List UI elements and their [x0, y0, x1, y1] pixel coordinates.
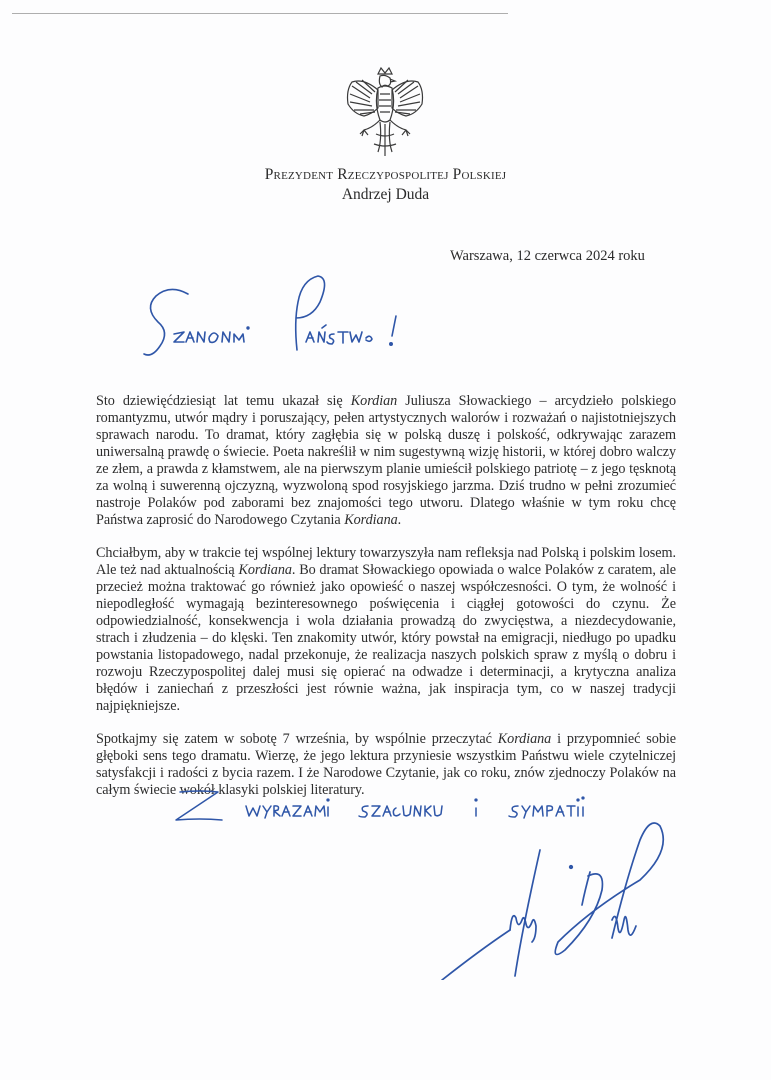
handwritten-salutation	[130, 262, 430, 372]
polish-eagle-emblem-icon	[338, 64, 432, 160]
signature-drawing	[440, 810, 700, 980]
letterhead-title: Prezydent Rzeczypospolitej Polskiej	[264, 166, 507, 183]
salutation-handwriting-drawing	[130, 262, 430, 372]
letterhead-name: Andrzej Duda	[341, 186, 430, 203]
work-title: Kordiana	[344, 512, 398, 528]
work-title: Kordiana	[497, 731, 552, 747]
work-title: Kordian	[350, 393, 398, 409]
paragraph-text: . Bo dramat Słowackiego opowiada o walce Polaków z caratem, ale przecież można traktować go również jako opowieść o naszej współczesności. O tym, że wolność i niepodległość wymagają bezinteresownego poświęcenia i ciągłej gotowości do czynu. Że odpowiedzialność, konsekwencja i wola działania prowadzą do zwycięstwa, a niezdecydowanie, strach i złudzenia – do klęski. Ten znakomity utwór, który powstał na emigracji, niedługo po upadku powstania listopadowego, nadal przekonuje, że realizacja naszych polskich spraw z myślą o dobru i rozwoju Rzeczypospolitej dalej musi się opierać na odwadze i determinacji, a krytyczna analiza błędów i zaniechań z przeszłości jest równie ważna, jak inspiracja tym, co w naszej tradycji najpiękniejsze.	[96, 562, 676, 714]
paragraph-text: i przypomnieć sobie głęboki sens tego dramatu. Wierzę, że jego lektura przyniesie wszystkim Państwu wiele czytelniczej satysfakcji i radości z bycia razem. I że Narodowe Czytanie, jak co roku, znów zjednoczy Polaków na całym świecie wokół klasyki polskiej literatury.	[96, 731, 677, 798]
paragraph	[96, 393, 676, 529]
paragraph	[96, 545, 676, 715]
paragraph-text: Juliusza Słowackiego – arcydzieło polskiego romantyzmu, utwór mądry i poruszający, pełen artystycznych walorów i rozważań o najistotniejszych sprawach narodu. To dramat, który zagłębia się w polską duszę i polskość, odkrywając zarazem uniwersalną prawdę o świecie. Poeta nakreślił w nim sugestywną wizję historii, w której dobro walczy ze złem, a prawda z kłamstwem, ale na pierwszym planie umieścił polskiego patriotę – z jego tęsknotą za wolną i suwerenną ojczyzną, wyzwoloną spod rosyjskiego jarzma. Dziś trudno w pełni zrozumieć nastroje Polaków pod zaborami bez znajomości tego utworu. Dlatego właśnie w tym roku chcę Państwa zaprosić do Narodowego Czytania	[96, 393, 676, 528]
paragraph-text: Chciałbym, aby w trakcie tej wspólnej lektury towarzyszyła nam refleksja nad Polską i polskim losem. Ale też nad aktualnością	[96, 545, 676, 578]
signature	[440, 810, 700, 980]
work-title: Kordiana	[238, 562, 292, 578]
paragraph-text: Sto dziewięćdziesiąt lat temu ukazał się	[96, 393, 351, 409]
scan-top-rule	[12, 13, 508, 14]
paragraph-text: .	[397, 512, 402, 528]
paragraph-text: Spotkajmy się zatem w sobotę 7 września, by wspólnie przeczytać	[96, 731, 498, 747]
letter-body	[96, 393, 676, 815]
date-line: Warszawa, 12 czerwca 2024 roku	[450, 248, 645, 264]
